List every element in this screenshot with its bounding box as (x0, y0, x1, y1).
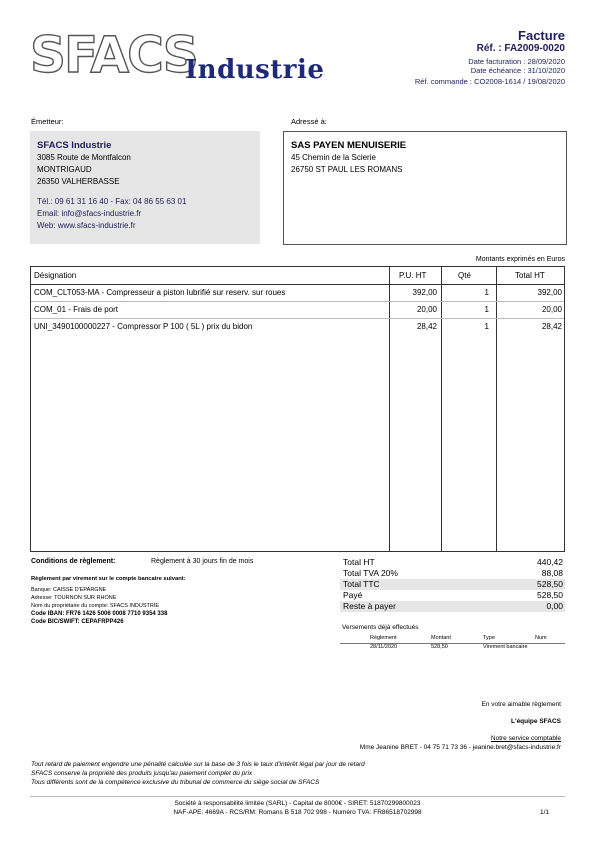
table-row-quantity: 1 (484, 288, 489, 297)
legal-notice-1: Tout retard de paiement engendre une pénalité calculée sur la base de 3 fois le taux d'intérêt légal par jour de retard (31, 761, 365, 768)
payments-col-type: Type (483, 635, 495, 641)
due-date: Date échéance : 31/10/2020 (470, 66, 565, 75)
bic: Code BIC/SWIFT: CEPAFRPP426 (31, 619, 124, 625)
iban: Code IBAN: FR76 1426 5006 0008 7710 9354 338 (31, 611, 168, 617)
payments-header (340, 635, 565, 644)
paid-row (340, 590, 565, 601)
total-value: 528,50 (537, 579, 563, 589)
table-row-designation: COM_CLT053-MA - Compresseur a piston lubrifié sur reserv. sur roues (34, 288, 286, 297)
table-row-designation: UNI_3490100000227 - Compressor P 100 ( 5L ) prix du bidon (34, 322, 253, 331)
table-row-unit-price: 20,00 (416, 305, 437, 314)
table-row-designation: COM_01 - Frais de port (34, 305, 119, 314)
total-ht-row (340, 557, 565, 568)
col-quantity: Qté (458, 271, 471, 280)
payment-row (340, 644, 565, 652)
accounting-contact: Mme Jeanine BRET - 04 75 71 73 36 - jeanine.bret@sfacs-industrie.fr (359, 744, 561, 751)
recipient-address: 45 Chemin de la Scierie (291, 153, 376, 162)
table-header (31, 267, 564, 285)
payments-col-amount: Montant (431, 635, 451, 641)
company-logo (30, 26, 325, 92)
total-label: Total TVA 20% (343, 568, 398, 578)
bank-address: Adresse: TOURNON SUR RHONE (31, 595, 117, 601)
table-row-total: 28,42 (541, 322, 562, 331)
total-label: Total HT (343, 557, 375, 567)
payments-title: Versements déjà effectués (342, 624, 419, 631)
payment-terms-label: Conditions de règlement: (31, 558, 116, 565)
closing-greeting: En votre aimable règlement (481, 701, 561, 708)
order-reference: Réf. commande : CO2008-1614 / 19/08/2020 (414, 77, 565, 86)
total-value: 88,08 (541, 568, 563, 578)
recipient-box (283, 131, 567, 245)
sender-web: Web: www.sfacs-industrie.fr (37, 221, 136, 230)
recipient-label: Adressé à: (291, 117, 327, 126)
logo-subtitle: Industrie (185, 55, 325, 85)
total-value: 0,00 (546, 601, 563, 611)
transfer-title: Règlement par virement sur le compte bancaire suivant: (31, 576, 186, 582)
sender-phone: Tél.: 09 61 31 16 40 - Fax: 04 86 55 63 01 (37, 197, 187, 206)
col-unit-price: P.U. HT (399, 271, 427, 280)
payment-terms-value: Règlement à 30 jours fin de mois (151, 558, 254, 565)
accounting-service: Notre service comptable (490, 735, 561, 742)
sender-zip-city: 26350 VALHERBASSE (37, 177, 120, 186)
currency-note: Montants exprimés en Euros (475, 256, 565, 263)
legal-notice-2: SFACS conserve la propriété des produits jusqu'au paiement complet du prix (31, 770, 253, 777)
sender-name: SFACS Industrie (37, 140, 112, 151)
invoice-date: Date facturation : 28/09/2020 (468, 57, 565, 66)
total-value: 440,42 (537, 557, 563, 567)
table-row-unit-price: 28,42 (416, 322, 437, 331)
footer-divider (30, 796, 565, 797)
line-items-table (30, 266, 565, 552)
payments-col-date: Règlement (370, 635, 397, 641)
sender-email: Email: info@sfacs-industrie.fr (37, 209, 142, 218)
total-tva-row (340, 568, 565, 579)
col-total: Total HT (515, 271, 545, 280)
invoice-reference: Réf. : FA2009-0020 (476, 43, 565, 54)
sender-box (30, 131, 260, 244)
total-label: Reste à payer (343, 601, 396, 611)
payment-amount: 528,50 (431, 644, 448, 650)
payments-col-num: Num (535, 635, 547, 641)
account-owner: Nom du propriétaire du compte: SFACS INDUSTRIE (31, 603, 160, 609)
total-label: Payé (343, 590, 363, 600)
footer-registration: NAF-APE: 4669A - RCS/RM: Romans B 518 702 998 - Numéro TVA: FR86518702998 (173, 809, 422, 816)
recipient-zip-city: 26750 ST PAUL LES ROMANS (291, 165, 403, 174)
sender-city: MONTRIGAUD (37, 165, 92, 174)
table-row-total: 392,00 (537, 288, 562, 297)
total-ttc-row (340, 579, 565, 590)
page-number: 1/1 (539, 809, 549, 816)
bank-name: Banque: CAISSE D'EPARGNE (31, 587, 107, 593)
payment-date: 28/11/2020 (370, 644, 398, 650)
logo-wordmark: SFACS (30, 26, 197, 84)
legal-notice-3: Tous différents sont de la compétence exclusive du tribunal de commerce du siège social de SFACS (31, 779, 320, 786)
sender-address: 3085 Route de Montfalcon (37, 153, 131, 162)
recipient-name: SAS PAYEN MENUISERIE (291, 140, 407, 151)
footer-company-info: Société à responsabilité limitée (SARL) - Capital de 8000€ - SIRET: 51870299800023 (174, 800, 421, 807)
payment-type: Virement bancaire (483, 644, 528, 650)
document-title: Facture (518, 28, 565, 43)
remaining-row (340, 601, 565, 612)
table-row-total: 20,00 (541, 305, 562, 314)
total-label: Total TTC (343, 579, 380, 589)
table-row-quantity: 1 (484, 322, 489, 331)
table-row-quantity: 1 (484, 305, 489, 314)
total-value: 528,50 (537, 590, 563, 600)
table-row-unit-price: 392,00 (412, 288, 437, 297)
col-designation: Désignation (34, 271, 77, 280)
closing-team: L'équipe SFACS (511, 718, 561, 725)
sender-label: Émetteur: (31, 117, 64, 126)
